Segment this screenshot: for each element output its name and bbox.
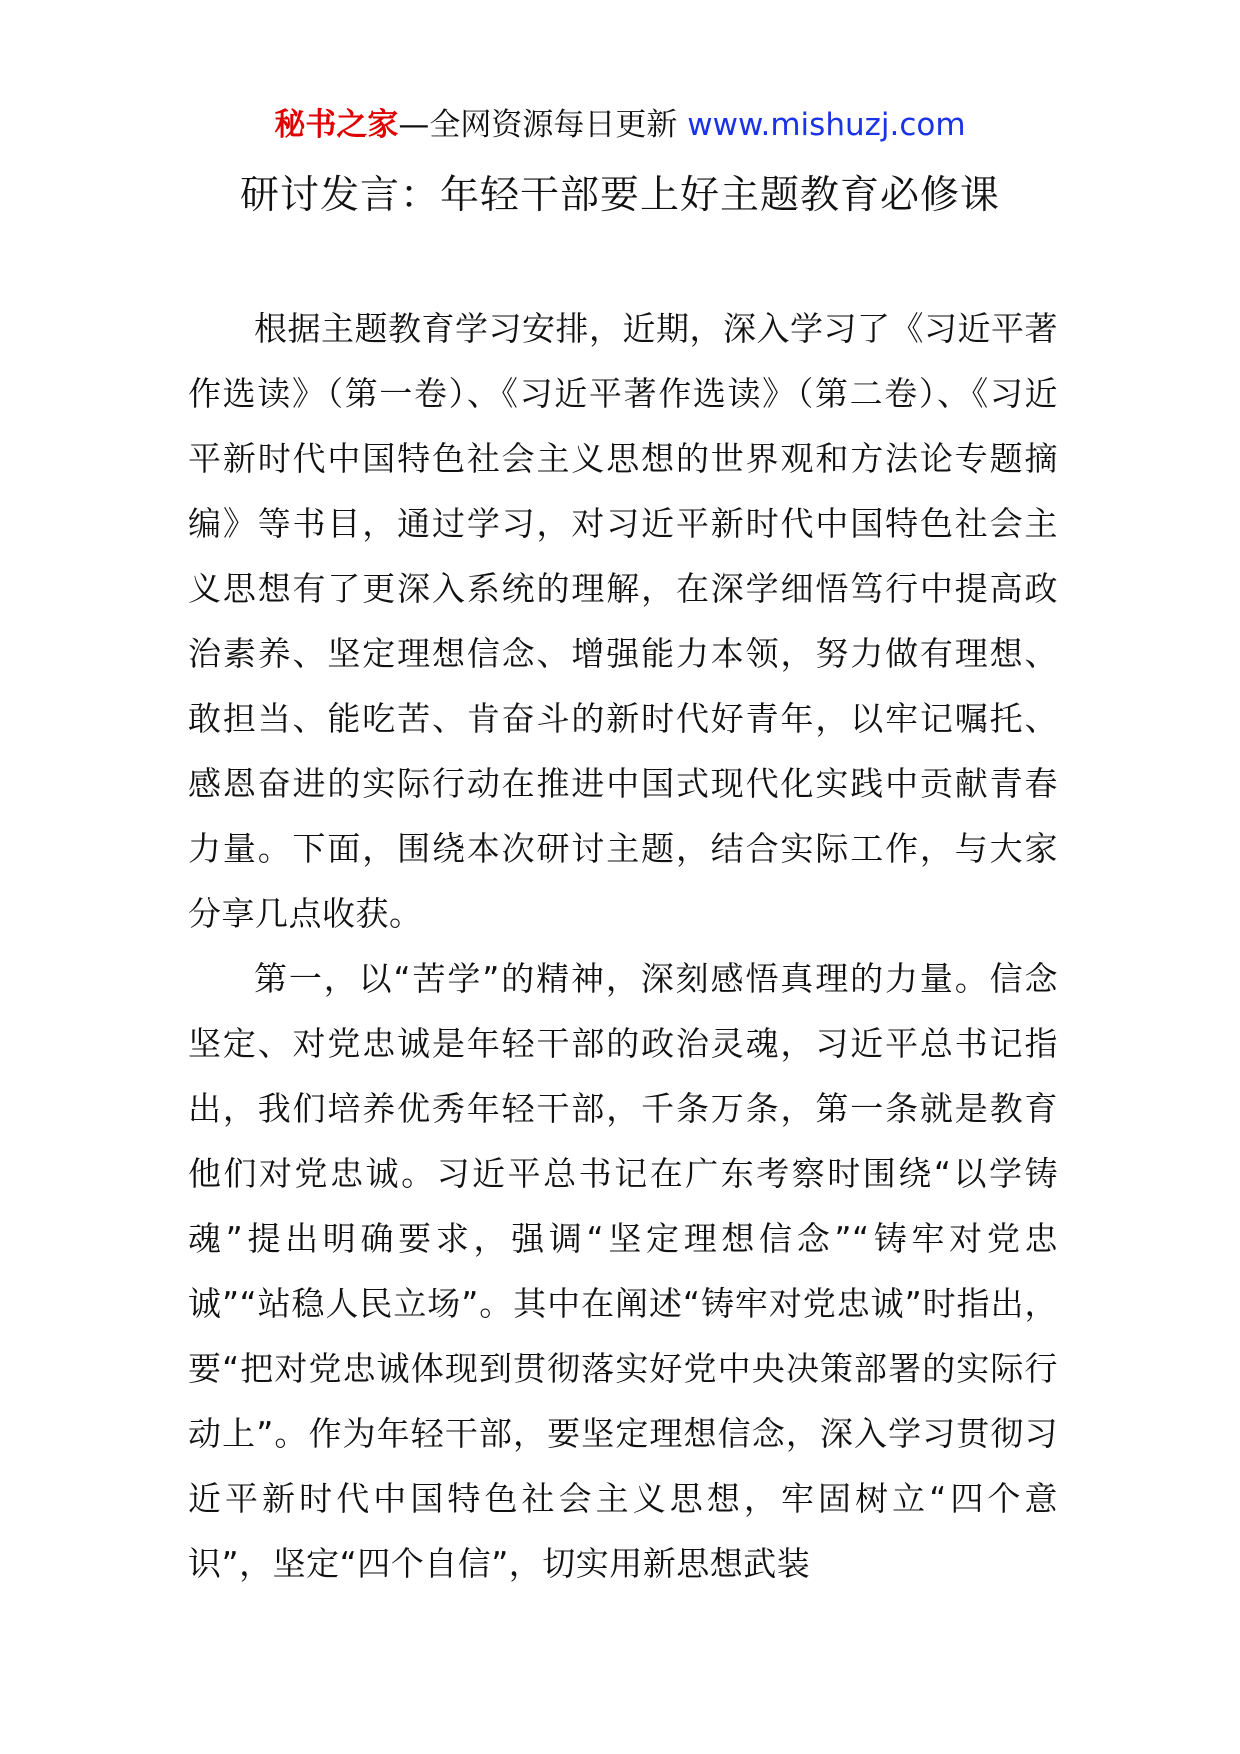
paragraph-intro: 根据主题教育学习安排，近期，深入学习了《习近平著作选读》（第一卷）、《习近平著作选读》（第二卷）、《习近平新时代中国特色社会主义思想的世界观和方法论专题摘编》等书目，通过学习，对习近平新时代中国特色社会主义思想有了更深入系统的理解，在深学细悟笃行中提高政治素养、坚定理想信念、增强能力本领，努力做有理想、敢担当、能吃苦、肯奋斗的新时代好青年，以牢记嘱托、感恩奋进的实际行动在推进中国式现代化实践中贡献青春力量。下面，围绕本次研讨主题，结合实际工作，与大家分享几点收获。 [188,309,1058,933]
paragraph-first-point: 第一，以“苦学”的精神，深刻感悟真理的力量。信念坚定、对党忠诚是年轻干部的政治灵魂，习近平总书记指出，我们培养优秀年轻干部，千条万条，第一条就是教育他们对党忠诚。习近平总书记在广东考察时围绕“以学铸魂”提出明确要求，强调“坚定理想信念”“铸牢对党忠诚”“站稳人民立场”。其中在阐述“铸牢对党忠诚”时指出，要“把对党忠诚体现到贯彻落实好党中央决策部署的实际行动上”。作为年轻干部，要坚定理想信念，深入学习贯彻习近平新时代中国特色社会主义思想，牢固树立“四个意识”，坚定“四个自信”，切实用新思想武装 [188,959,1058,1583]
site-banner [0,103,1240,147]
brand-name: 秘书之家 [274,107,399,143]
document-title: 研讨发言：年轻干部要上好主题教育必修课 [239,173,1000,218]
website-link[interactable]: www.mishuzj.com [687,107,966,143]
banner-tagline: —全网资源每日更新 [398,107,688,143]
document-body [188,296,1058,1596]
